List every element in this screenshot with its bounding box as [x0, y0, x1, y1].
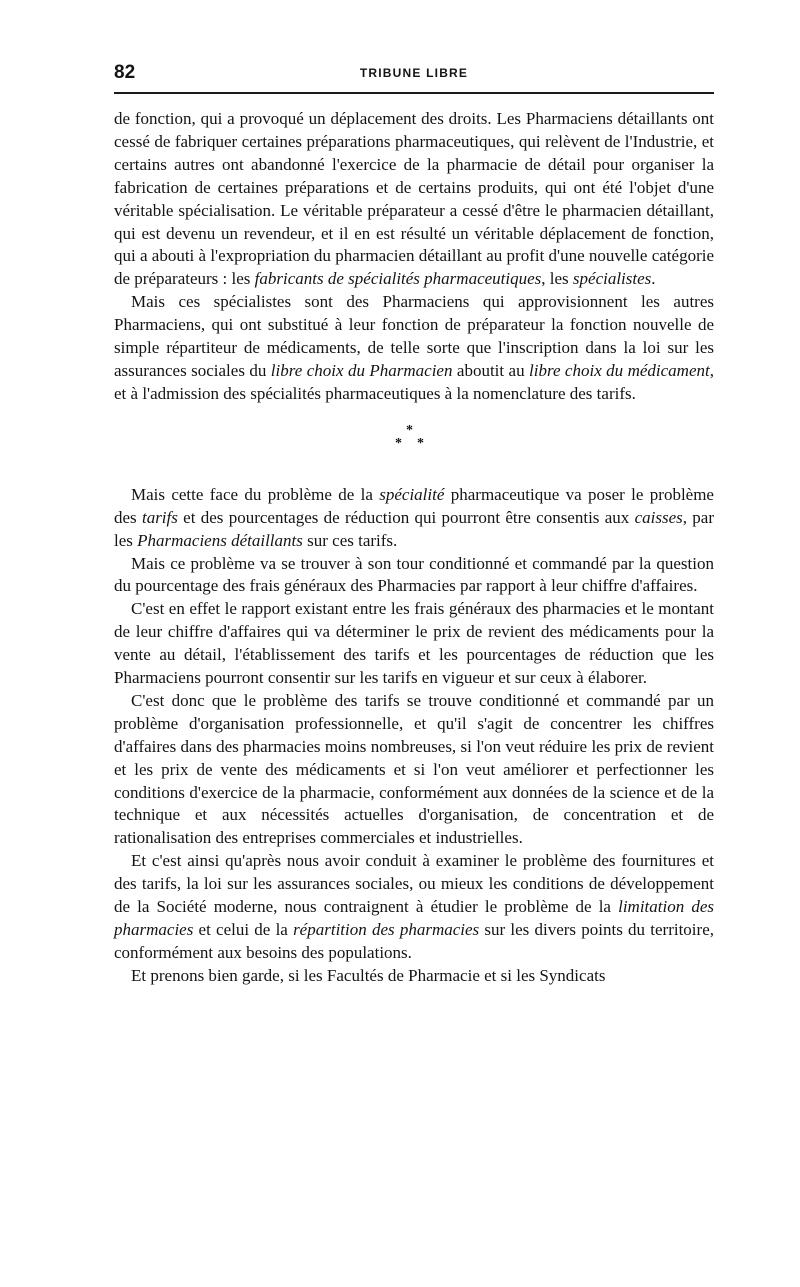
- text-run: et celui de la: [193, 920, 294, 939]
- italic-text: répartition des pharmacies: [293, 920, 480, 939]
- paragraph: [114, 850, 714, 965]
- text-run: , et à l'admission des spécialités pharmaceutiques à la nomenclature des tarifs.: [114, 360, 714, 403]
- paragraph: [114, 484, 714, 553]
- paragraph: Et prenons bien garde, si les Facultés de Pharmacie et si les Syndicats: [131, 965, 606, 985]
- text-run: aboutit au: [452, 360, 530, 380]
- text-run: , les: [541, 269, 573, 289]
- page-number: 82: [114, 62, 136, 83]
- body-text: [114, 108, 714, 988]
- italic-text: limitation des pharmacies: [114, 897, 715, 939]
- italic-text: caisses: [634, 507, 683, 527]
- text-run: sur ces tarifs.: [302, 530, 398, 550]
- italic-text: libre choix du Pharmacien: [270, 360, 453, 380]
- text-run: et des pourcentages de réduction qui pourront être consentis aux: [177, 507, 635, 527]
- italic-text: libre choix du médicament: [529, 360, 710, 380]
- italic-text: Pharmaciens détaillants: [137, 530, 303, 550]
- text-run: Mais ces spécialistes sont des Pharmaciens qui approvisionnent les autres Pharmaciens, qui ont substitué à leur fonction de préparateur la fonction nouvelle de simple répartiteur de médicaments, de telle sorte que l'inscription dans la loi sur les assurances sociales du: [114, 292, 714, 380]
- separator-star: *: [395, 435, 402, 451]
- separator-star: *: [406, 422, 413, 438]
- text-run: sur les divers points du territoire, conformément aux besoins des populations.: [114, 920, 714, 962]
- text-run: pharmaceutique va poser le problème des: [114, 484, 714, 527]
- paragraph: Mais ce problème va se trouver à son tour conditionné et commandé par la question du pourcentage des frais généraux des Pharmacies par rapport à leur chiffre d'affaires.: [114, 553, 714, 596]
- section-separator: [114, 406, 714, 484]
- italic-text: fabricants de spécialités pharmaceutiques: [254, 269, 542, 289]
- paragraph: [114, 291, 714, 406]
- text-run: Mais cette face du problème de la: [131, 484, 380, 504]
- separator-star: *: [417, 435, 424, 451]
- italic-text: spécialité: [379, 484, 445, 504]
- text-run: , par les: [114, 507, 714, 550]
- italic-text: spécialistes: [572, 269, 652, 289]
- paragraph: C'est en effet le rapport existant entre les frais généraux des pharmacies et le montant de leur chiffre d'affaires qui va déterminer le prix de revient des médicaments pour la vente au détail, l'établissement des tarifs et les pourcentages de réduction que les Pharmaciens pourront consentir sur les tarifs en vigueur et sur ceux à élaborer.: [114, 599, 714, 688]
- text-run: de fonction, qui a provoqué un déplacement des droits. Les Pharmaciens détaillants ont cessé de fabriquer certaines préparations pharmaceutiques, qui relèvent de l'Industrie, et certains autres ont abandonné l'exercice de la pharmacie de détail pour organiser la fabrication de certaines préparations et de certains produits, qui ont été l'objet d'une véritable spécialisation. Le véritable préparateur a cessé d'être le pharmacien détaillant, qui est devenu un revendeur, et il en est résulté un véritable déplacement de fonction, qui a abouti à l'expropriation du pharmacien détaillant au profit d'une nouvelle catégorie de préparateurs : les: [114, 109, 714, 289]
- paragraph: C'est donc que le problème des tarifs se trouve conditionné et commandé par un problème d'organisation professionnelle, et qu'il s'agit de concentrer les chiffres d'affaires dans des pharmacies moins nombreuses, si l'on veut réduire les prix de revient et les prix de vente des médicaments et si l'on veut améliorer et perfectionner les conditions d'exercice de la pharmacie, conformément aux données de la science et de la technique et aux nécessités actuelles d'organisation, de concentration et de rationalisation des entreprises commerciales et industrielles.: [114, 690, 714, 848]
- running-title: TRIBUNE LIBRE: [359, 66, 469, 80]
- running-head: [114, 62, 714, 92]
- header-rule: [114, 92, 714, 94]
- italic-text: tarifs: [141, 507, 178, 527]
- text-run: .: [651, 269, 656, 289]
- book-page: [114, 62, 714, 988]
- text-run: Et c'est ainsi qu'après nous avoir conduit à examiner le problème des fournitures et des tarifs, la loi sur les assurances sociales, ou mieux les conditions de développement de la Société moderne, nous contraignent à étudier le problème de la: [114, 851, 714, 917]
- paragraph: [114, 108, 714, 291]
